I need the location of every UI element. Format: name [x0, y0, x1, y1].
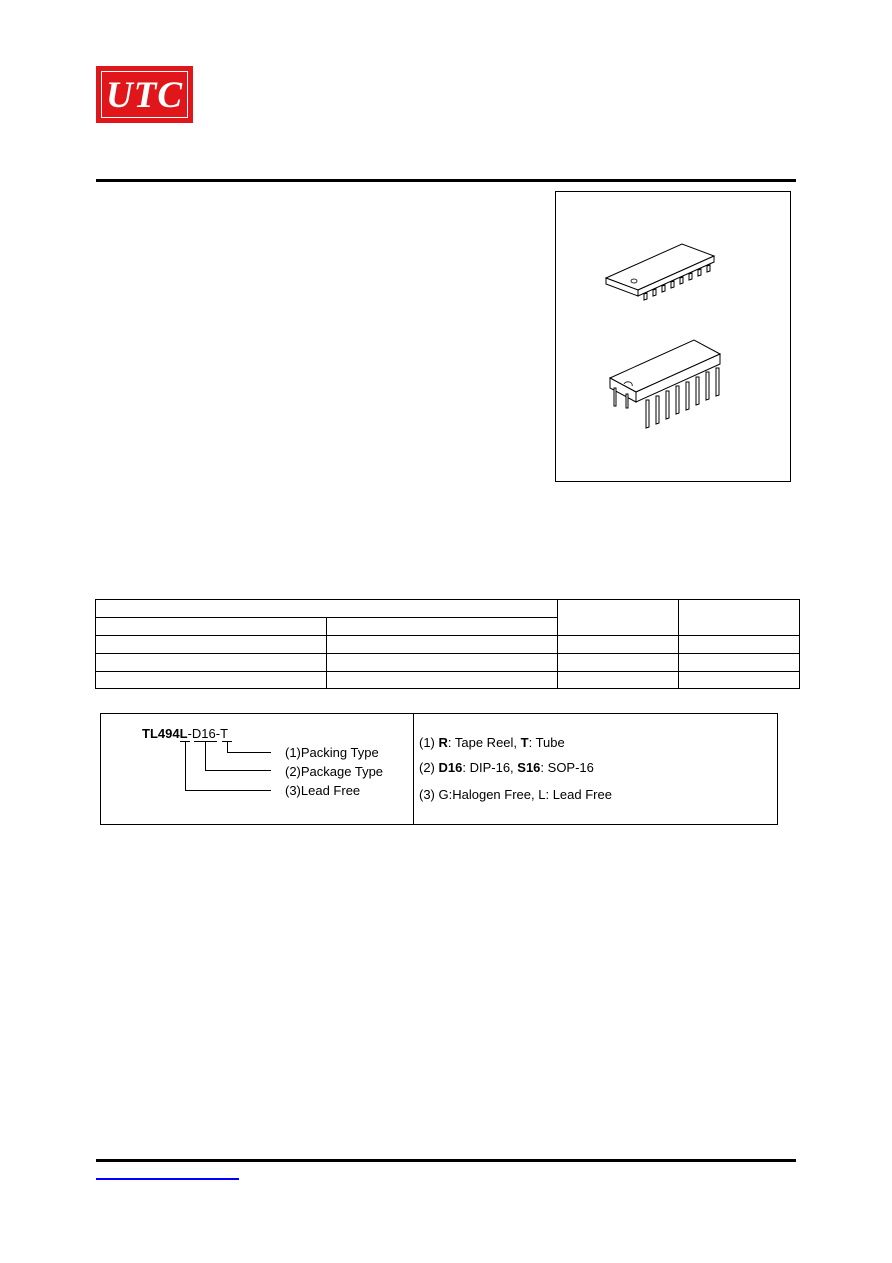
ordering-table [95, 599, 800, 689]
code-sep: - [187, 726, 192, 741]
table-cell [679, 600, 800, 636]
table-cell [96, 618, 327, 636]
table-cell [96, 600, 558, 618]
annotation-lead-free: (3)Lead Free [285, 783, 361, 798]
annotation-package-type: (2)Package Type [285, 764, 384, 779]
code-pkg: D16 [191, 726, 216, 741]
code-sep: - [215, 726, 221, 741]
table-cell [558, 600, 679, 636]
annotation-packing-type: (1)Packing Type [285, 745, 379, 760]
dip16-package-icon [606, 336, 726, 436]
package-illustration-box [555, 191, 791, 482]
footer-website-link[interactable] [96, 1178, 239, 1180]
table-row [96, 672, 800, 689]
part-number-code [142, 726, 228, 741]
header-rule [96, 179, 796, 182]
table-row [96, 654, 800, 672]
code-pack: T [220, 726, 229, 741]
description-package: (2) D16: DIP-16, S16: SOP-16 [419, 760, 594, 775]
table-row [96, 636, 800, 654]
utc-logo: UTC [96, 66, 193, 123]
legend-divider [413, 713, 414, 825]
table-cell [327, 618, 558, 636]
sop16-package-icon [602, 236, 722, 306]
description-packing: (1) R: Tape Reel, T: Tube [419, 735, 565, 750]
description-lead: (3) G:Halogen Free, L: Lead Free [419, 787, 612, 802]
code-lead: L [179, 726, 188, 741]
footer-rule [96, 1159, 796, 1162]
code-base: TL494 [142, 726, 180, 741]
